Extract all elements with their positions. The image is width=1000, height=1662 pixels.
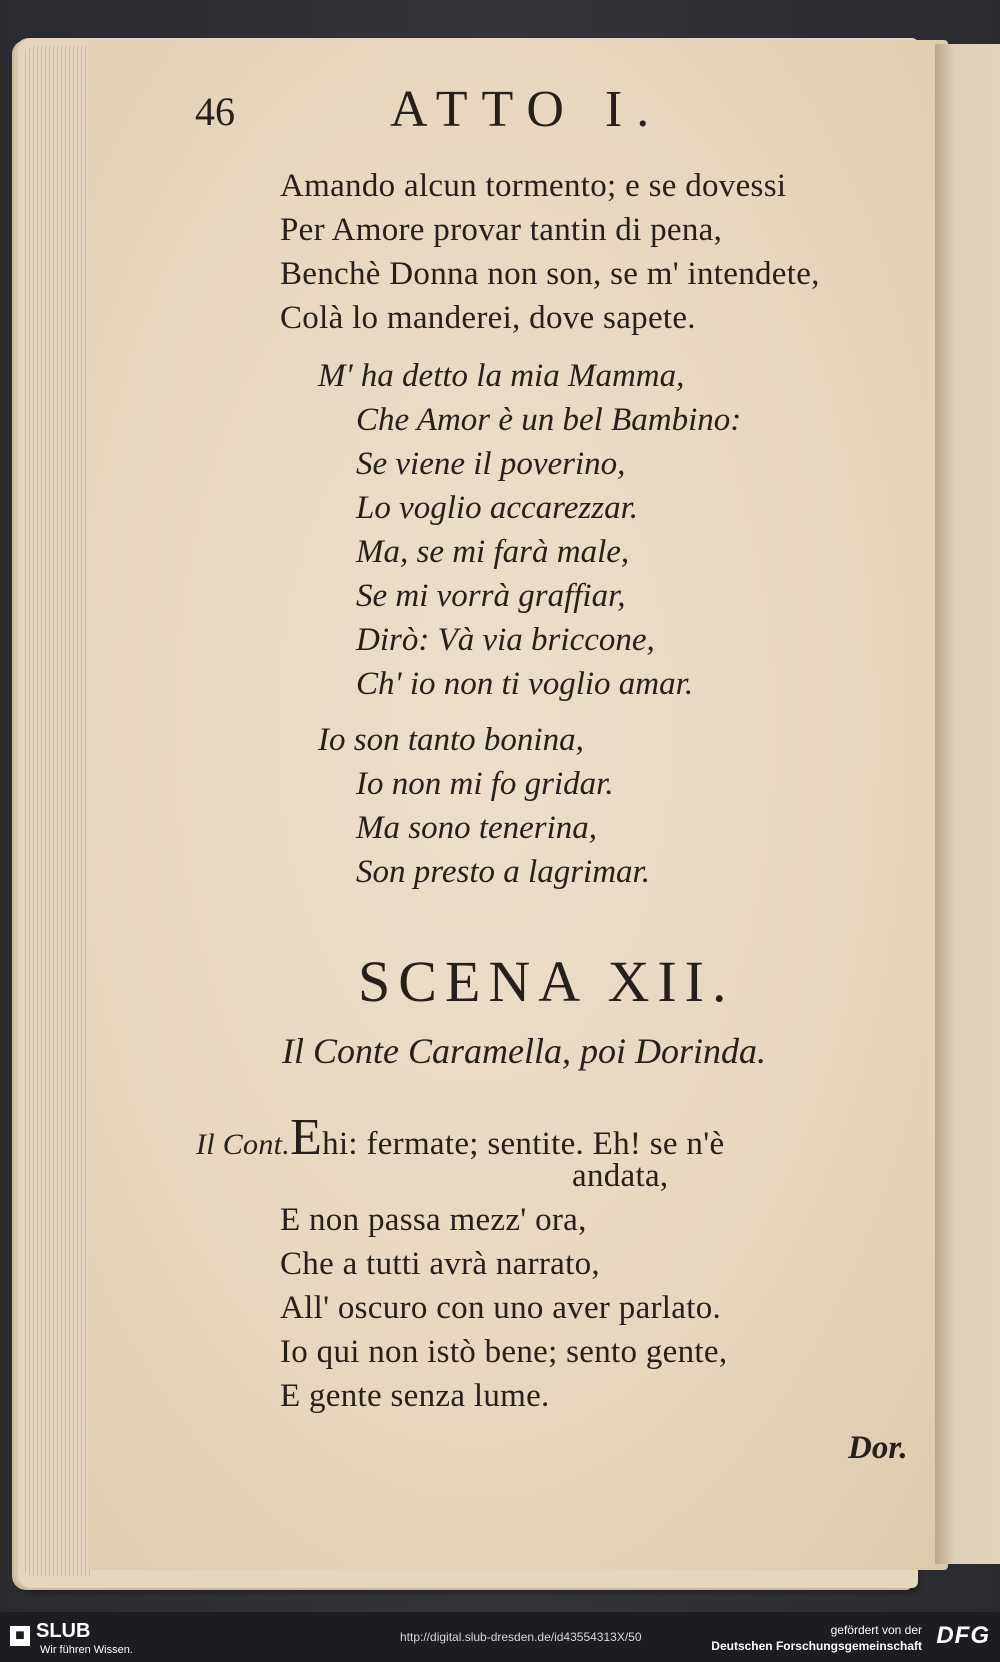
aria-line: Lo voglio accarezzar. <box>356 490 639 526</box>
drop-cap: E <box>290 1109 323 1166</box>
verse-line: Colà lo manderei, dove sapete. <box>280 300 696 336</box>
verse-line: Benchè Donna non son, se m' intendete, <box>280 256 820 292</box>
verse-line: Amando alcun tormento; e se dovessi <box>280 168 787 204</box>
speech-first-line <box>196 1109 725 1166</box>
speaker-label: Il Cont. <box>196 1128 291 1161</box>
speech-line: All' oscuro con uno aver parlato. <box>280 1290 722 1326</box>
slub-tagline: Wir führen Wissen. <box>40 1644 133 1656</box>
speech-line: Io qui non istò bene; sento gente, <box>280 1334 728 1370</box>
speech-line: E gente senza lume. <box>280 1378 550 1414</box>
source-url-link[interactable]: http://digital.slub-dresden.de/id43554313X/50 <box>400 1630 642 1644</box>
speech-text: hi: fermate; sentite. Eh! se n'è <box>322 1126 725 1162</box>
page-header-title: ATTO I. <box>390 81 664 138</box>
aria-line: M' ha detto la mia Mamma, <box>318 358 685 394</box>
scene-title: SCENA XII. <box>358 949 735 1014</box>
aria-line: Dirò: Và via briccone, <box>356 622 655 658</box>
page-number: 46 <box>195 89 235 134</box>
dfg-logo[interactable]: DFG <box>936 1622 990 1649</box>
slub-icon: ■ <box>10 1626 30 1646</box>
speech-line-continuation: andata, <box>572 1158 669 1194</box>
funder-line: gefördert von der <box>830 1623 922 1637</box>
catchword: Dor. <box>848 1430 908 1466</box>
aria-line: Io son tanto bonina, <box>318 722 584 758</box>
speech-line: Che a tutti avrà narrato, <box>280 1246 600 1282</box>
aria-line: Che Amor è un bel Bambino: <box>356 402 742 438</box>
funder-line: Deutschen Forschungsgemeinschaft <box>711 1639 922 1653</box>
verse-line: Per Amore provar tantin di pena, <box>280 212 723 248</box>
aria-line: Ch' io non ti voglio amar. <box>356 666 694 702</box>
speech-line: E non passa mezz' ora, <box>280 1202 587 1238</box>
slub-logo-text: SLUB <box>36 1620 91 1642</box>
aria-line: Son presto a lagrimar. <box>356 854 650 890</box>
aria-line: Se viene il poverino, <box>356 446 626 482</box>
footer-bar <box>0 1612 1000 1662</box>
funder-text <box>711 1622 922 1654</box>
aria-line: Ma sono tenerina, <box>356 810 598 846</box>
aria-line: Se mi vorrà graffiar, <box>356 578 626 614</box>
scene-characters: Il Conte Caramella, poi Dorinda. <box>282 1031 766 1071</box>
aria-line: Ma, se mi farà male, <box>356 534 630 570</box>
slub-logo[interactable] <box>10 1620 90 1646</box>
aria-line: Io non mi fo gridar. <box>356 766 614 802</box>
